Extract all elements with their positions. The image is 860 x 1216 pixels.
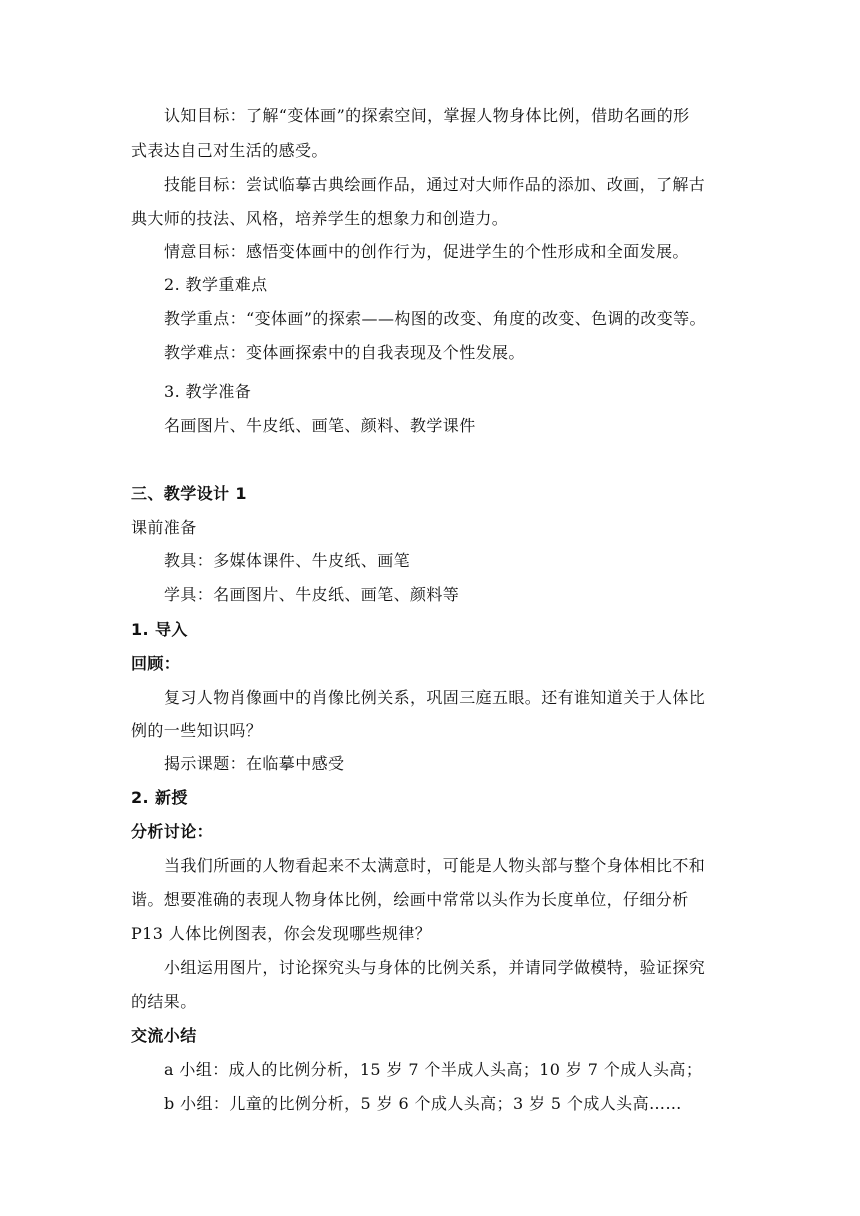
- intro-heading: 1. 导入: [131, 620, 188, 639]
- cognitive-goal-line-1: 认知目标：了解“变体画”的探索空间，掌握人物身体比例，借助名画的形: [164, 106, 690, 125]
- design-heading: 三、教学设计 1: [131, 484, 247, 503]
- teaching-difficulty: 教学难点：变体画探索中的自我表现及个性发展。: [164, 343, 525, 362]
- group-a-summary: a 小组：成人的比例分析，15 岁 7 个半成人头高；10 岁 7 个成人头高；: [164, 1060, 703, 1079]
- analysis-para2-line-2: 的结果。: [131, 992, 197, 1011]
- review-label: 回顾：: [131, 654, 181, 673]
- review-line-2: 例的一些知识吗？: [131, 721, 263, 740]
- group-b-summary: b 小组：儿童的比例分析，5 岁 6 个成人头高；3 岁 5 个成人头高……: [164, 1094, 682, 1113]
- teacher-tools: 教具：多媒体课件、牛皮纸、画笔: [164, 551, 411, 570]
- analysis-para1-line-2: 谐。想要准确的表现人物身体比例，绘画中常常以头作为长度单位，仔细分析: [131, 890, 689, 909]
- analysis-para1-line-1: 当我们所画的人物看起来不太满意时，可能是人物头部与整个身体相比不和: [164, 856, 706, 875]
- skill-goal-line-1: 技能目标：尝试临摹古典绘画作品，通过对大师作品的添加、改画，了解古: [164, 175, 706, 194]
- skill-goal-line-2: 典大师的技法、风格，培养学生的想象力和创造力。: [131, 209, 509, 228]
- analysis-para1-line-3: P13 人体比例图表，你会发现哪些规律？: [131, 924, 432, 943]
- preparation-items: 名画图片、牛皮纸、画笔、颜料、教学课件: [164, 416, 476, 435]
- cognitive-goal-line-2: 式表达自己对生活的感受。: [131, 141, 328, 160]
- lesson-topic: 揭示课题：在临摹中感受: [164, 754, 345, 773]
- teaching-focus: 教学重点：“变体画”的探索——构图的改变、角度的改变、色调的改变等。: [164, 309, 706, 328]
- pre-class-heading: 课前准备: [131, 518, 197, 537]
- analysis-para2-line-1: 小组运用图片，讨论探究头与身体的比例关系，并请同学做模特，验证探究: [164, 958, 706, 977]
- key-points-heading: 2. 教学重难点: [164, 275, 268, 294]
- summary-label: 交流小结: [131, 1026, 197, 1045]
- review-line-1: 复习人物肖像画中的肖像比例关系，巩固三庭五眼。还有谁知道关于人体比: [164, 688, 706, 707]
- new-lesson-heading: 2. 新授: [131, 788, 188, 807]
- preparation-heading: 3. 教学准备: [164, 382, 252, 401]
- emotion-goal: 情意目标：感悟变体画中的创作行为，促进学生的个性形成和全面发展。: [164, 242, 689, 261]
- analysis-label: 分析讨论：: [131, 822, 214, 841]
- student-tools: 学具：名画图片、牛皮纸、画笔、颜料等: [164, 585, 460, 604]
